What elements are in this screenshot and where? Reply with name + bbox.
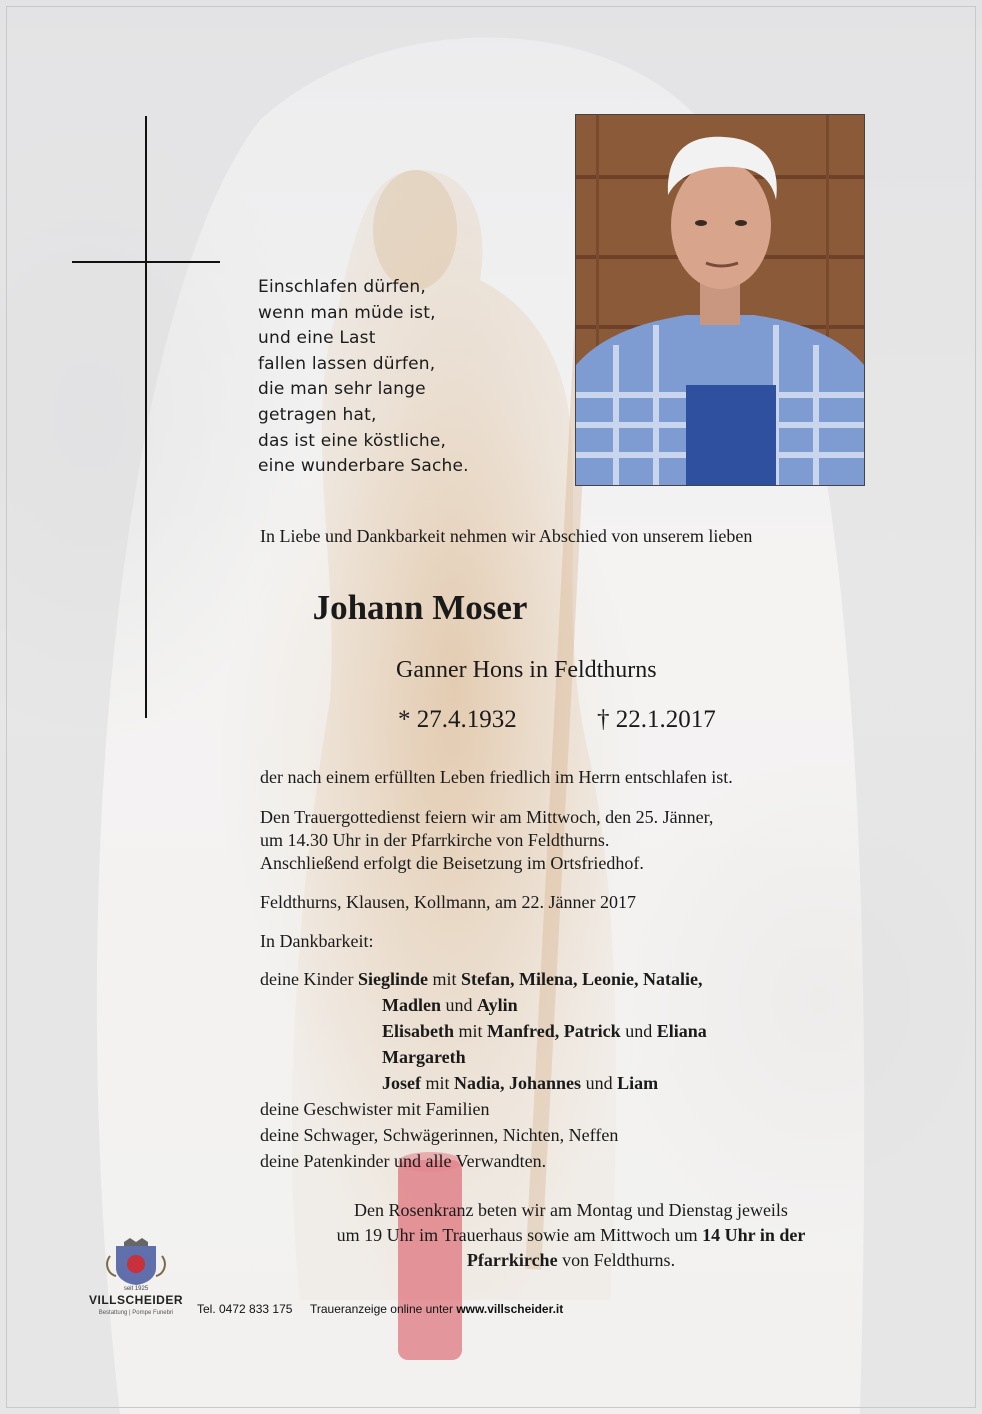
family-label: deine Kinder [260, 969, 358, 989]
rosary-text: von Feldthurns. [557, 1250, 676, 1270]
footer-online [310, 1302, 563, 1316]
child-name: Elisabeth [382, 1021, 455, 1041]
family-row [260, 1018, 707, 1044]
rosary-text: um 19 Uhr im Trauerhaus sowie am Mittwoch um [336, 1225, 703, 1245]
family-row [260, 1044, 707, 1070]
child-name: Josef [382, 1073, 421, 1093]
rosary-time: 14 Uhr in der [702, 1225, 806, 1245]
service-line-3: Anschließend erfolgt die Beisetzung im Ortsfriedhof. [260, 853, 644, 873]
logo-subtitle: Bestattung | Pompe Funebri [98, 1310, 174, 1316]
service-line-2: um 14.30 Uhr in der Pfarrkirche von Feldthurns. [260, 830, 610, 850]
grandchild-name: Liam [617, 1073, 659, 1093]
birth-date: * 27.4.1932 [398, 706, 517, 733]
grandchild-name: Madlen [382, 995, 442, 1015]
siblings-line: deine Geschwister mit Familien [260, 1099, 490, 1119]
poem [258, 275, 558, 480]
godchildren-line: deine Patenkinder und alle Verwandten. [260, 1151, 547, 1171]
family-connector: und [581, 1073, 618, 1093]
death-date: † 22.1.2017 [597, 706, 716, 733]
poem-line: Einschlafen dürfen, [258, 277, 426, 297]
rosary-line-1: Den Rosenkranz beten wir am Montag und Dienstag jeweils [354, 1200, 788, 1220]
cross-icon-horizontal [72, 261, 220, 263]
footer-online-text: Traueranzeige online unter [310, 1302, 457, 1316]
service-line-1: Den Trauergottedienst feiern wir am Mittwoch, den 25. Jänner, [260, 807, 714, 827]
grandchild-name: Aylin [477, 995, 518, 1015]
family-connector: mit [427, 969, 461, 989]
place-date: Feldthurns, Klausen, Kollmann, am 22. Jänner 2017 [260, 892, 636, 912]
family-row [260, 992, 707, 1018]
grandchildren-names: Stefan, Milena, Leonie, Natalie, [461, 969, 703, 989]
intro-text: In Liebe und Dankbarkeit nehmen wir Abschied von unserem lieben [260, 526, 753, 546]
poem-line: das ist eine köstliche, [258, 430, 447, 451]
poem-line: getragen hat, [258, 404, 377, 425]
deceased-nickname: Ganner Hons in Feldthurns [396, 657, 657, 683]
family-connector: und [620, 1021, 657, 1041]
rosary-place: Pfarrkirche [466, 1250, 558, 1270]
villscheider-logo [86, 1238, 186, 1328]
coat-of-arms-icon [86, 1238, 186, 1286]
family-connector: mit [454, 1021, 488, 1041]
logo-name: VILLSCHEIDER [88, 1293, 183, 1307]
grandchild-name: Eliana [656, 1021, 707, 1041]
poem-line: und eine Last [258, 328, 376, 349]
poem-line: die man sehr lange [258, 379, 426, 400]
family-connector: mit [421, 1073, 455, 1093]
family-list [260, 966, 707, 1174]
website-link[interactable]: www.villscheider.it [456, 1302, 564, 1316]
child-name: Margareth [382, 1047, 466, 1067]
family-connector: und [441, 995, 478, 1015]
poem-line: eine wunderbare Sache. [258, 456, 469, 477]
footer-phone: Tel. 0472 833 175 [197, 1302, 293, 1316]
inlaws-line: deine Schwager, Schwägerinnen, Nichten, Neffen [260, 1125, 619, 1145]
logo-since: seit 1925 [123, 1286, 149, 1292]
poem-line: wenn man müde ist, [258, 302, 436, 323]
poem-line: fallen lassen dürfen, [258, 353, 436, 374]
grandchildren-names: Manfred, Patrick [487, 1021, 621, 1041]
gratitude-heading: In Dankbarkeit: [260, 931, 374, 951]
peaceful-passing-text: der nach einem erfüllten Leben friedlich im Herrn entschlafen ist. [260, 767, 733, 787]
deceased-name: Johann Moser [312, 588, 528, 627]
portrait-photo [575, 114, 865, 486]
child-name: Sieglinde [357, 969, 428, 989]
family-row [260, 966, 707, 992]
family-row [260, 1070, 707, 1096]
grandchildren-names: Nadia, Johannes [454, 1073, 582, 1093]
